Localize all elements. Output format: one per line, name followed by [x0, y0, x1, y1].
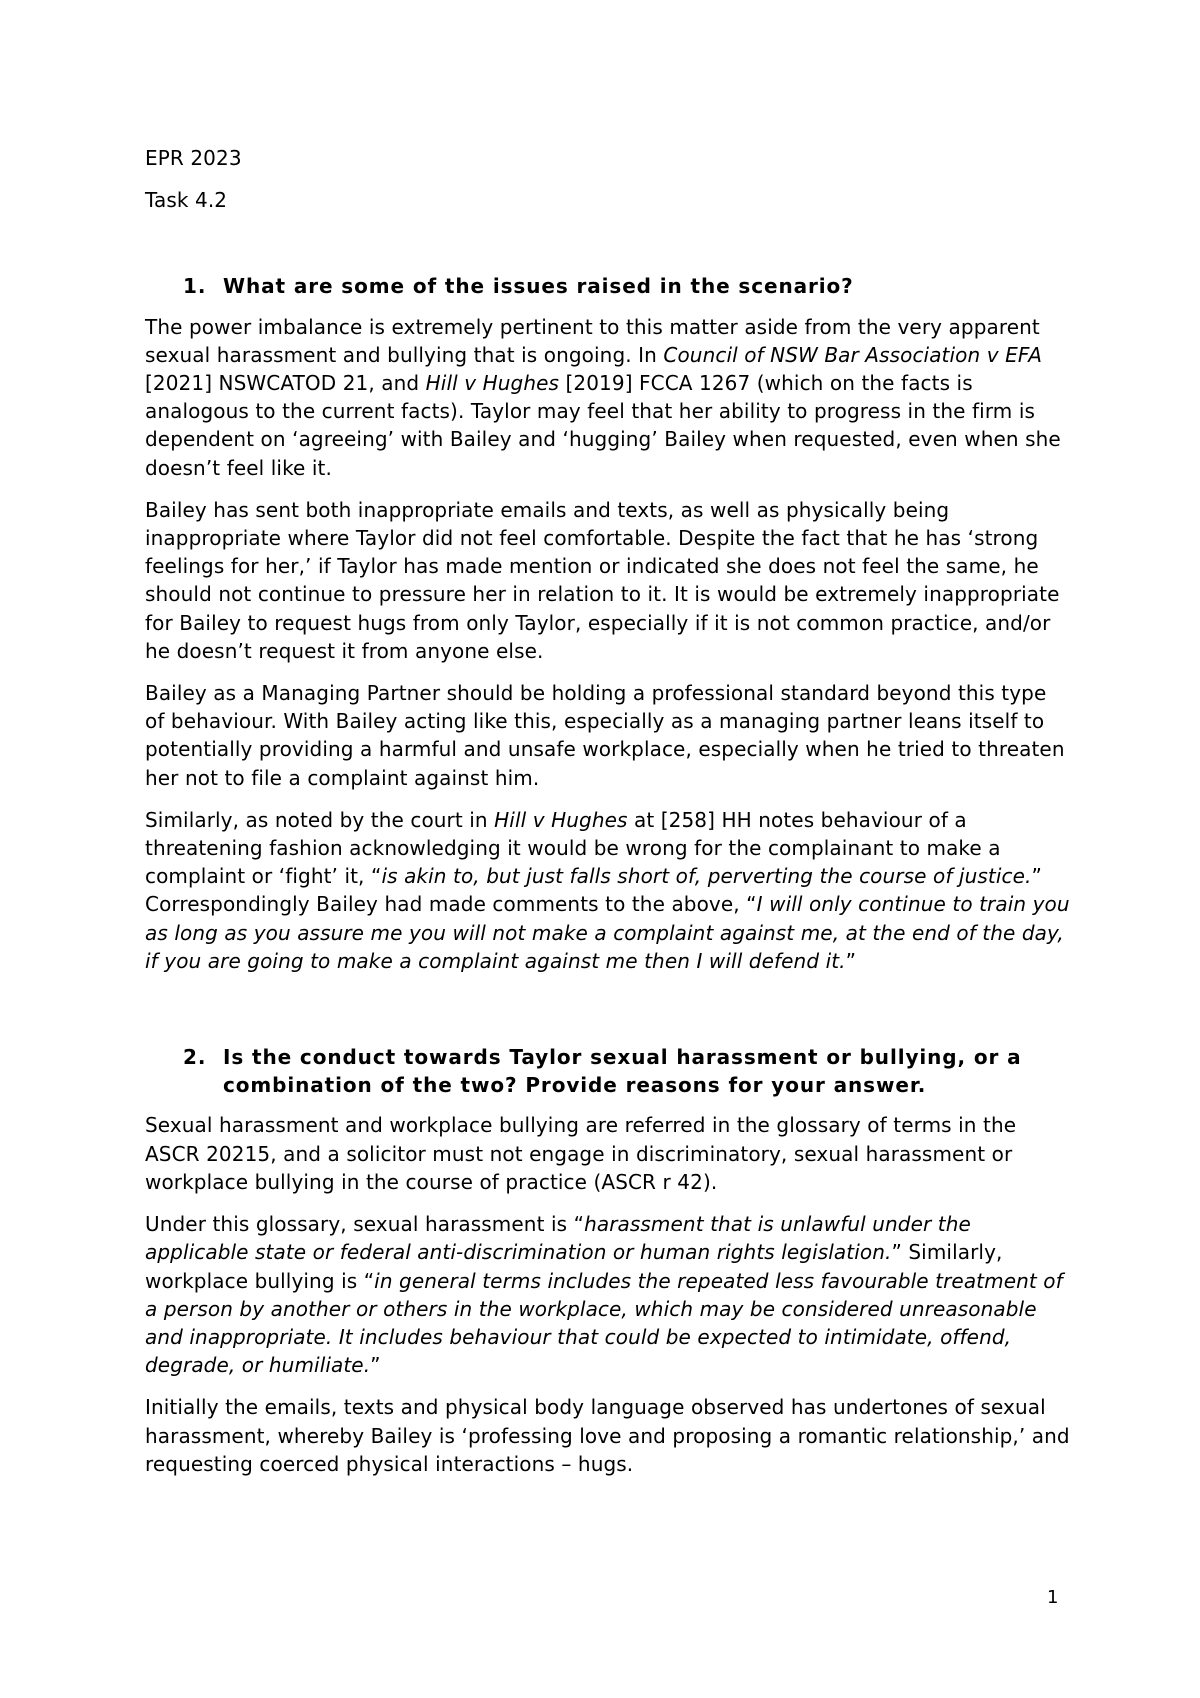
- case-citation-bar-association: Council of NSW Bar Association v EFA: [663, 342, 1043, 367]
- paragraph-6-text-c: ”: [370, 1353, 381, 1378]
- case-citation-hill-v-hughes-2: Hill v Hughes: [494, 807, 628, 832]
- question-1-title: What are some of the issues raised in the scenario?: [223, 274, 854, 299]
- paragraph-1: [145, 313, 1070, 482]
- paragraph-4-text-d: ”: [845, 948, 857, 973]
- paragraph-7: Initially the emails, texts and physical body language observed has undertones of sexual harassment, whereby Bailey is ‘professing love and proposing a romantic relationship,’ and requesting coerced physical interactions – hugs.: [145, 1395, 1070, 1476]
- paragraph-4-text-b: at [258] HH notes behaviour of a threatening fashion acknowledging it would be wrong for the complainant to make a complaint or ‘fight’ it, “: [145, 807, 1001, 889]
- paragraph-4-text-a: Similarly, as noted by the court in: [145, 807, 495, 832]
- paragraph-6-text-b: ” Similarly, workplace bullying is “: [145, 1240, 1003, 1293]
- paragraph-1-text-c: [2019] FCCA 1267 (which on the facts is analogous to the current facts). Taylor may feel that her ability to progress in the firm is dependent on ‘agreeing’ with Bailey and ‘hugging’ Bailey when requested, even when she doesn’t feel like it.: [145, 371, 1061, 480]
- case-citation-hill-v-hughes: Hill v Hughes: [425, 371, 560, 396]
- paragraph-4-text-c: ” Correspondingly Bailey had made comments to the above, “: [145, 864, 1042, 917]
- bailey-quote: I will only continue to train you as long as you assure me you will not make a complaint against me, at the end of the day, if you are going to make a complaint against me then I will defend it.: [145, 892, 1070, 973]
- paragraph-1-text-b: [2021] NSWCATOD 21, and: [145, 371, 426, 396]
- paragraph-1-text-a: The power imbalance is extremely pertinent to this matter aside from the very apparent sexual harassment and bullying that is ongoing. In: [145, 314, 1040, 367]
- paragraph-4: [145, 806, 1070, 975]
- definition-workplace-bullying: in general terms includes the repeated less favourable treatment of a person by another or others in the workplace, which may be considered unreasonable and inappropriate. It includes behaviour that could be expected to intimidate, offend, degrade, or humiliate.: [145, 1268, 1063, 1378]
- page-number: 1: [1047, 1587, 1059, 1608]
- document-body: [145, 144, 1070, 1492]
- paragraph-2: Bailey has sent both inappropriate emails and texts, as well as physically being inappropriate where Taylor did not feel comfortable. Despite the fact that he has ‘strong feelings for her,’ if Taylor has made mention or indicated she does not feel the same, he should not continue to pressure her in relation to it. It is would be extremely inappropriate for Bailey to request hugs from only Taylor, especially if it is not common practice, and/or he doesn’t request it from anyone else.: [145, 497, 1060, 663]
- paragraph-6: [145, 1210, 1070, 1379]
- paragraph-6-text-a: Under this glossary, sexual harassment is “: [145, 1212, 585, 1237]
- question-2-heading: [145, 1043, 1070, 1099]
- question-2-title: Is the conduct towards Taylor sexual harassment or bullying, or a combination of the two? Provide reasons for your answer.: [223, 1045, 1022, 1098]
- question-1-heading: [145, 272, 1070, 300]
- question-2-number: 2.: [183, 1045, 207, 1070]
- header-course: EPR 2023: [145, 146, 242, 170]
- definition-sexual-harassment: harassment that is unlawful under the applicable state or federal anti-discrimination or human rights legislation.: [145, 1212, 971, 1265]
- header-task: Task 4.2: [145, 188, 228, 213]
- paragraph-3: Bailey as a Managing Partner should be holding a professional standard beyond this type of behaviour. With Bailey acting like this, especially as a managing partner leans itself to potentially providing a harmful and unsafe workplace, especially when he tried to threaten her not to file a complaint against him.: [145, 681, 1065, 790]
- question-1-number: 1.: [183, 274, 207, 299]
- paragraph-5: Sexual harassment and workplace bullying are referred in the glossary of terms in the ASCR 20215, and a solicitor must not engage in discriminatory, sexual harassment or workplace bullying in the course of practice (ASCR r 42).: [145, 1113, 1017, 1194]
- court-quote: is akin to, but just falls short of, perverting the course of justice.: [381, 864, 1032, 889]
